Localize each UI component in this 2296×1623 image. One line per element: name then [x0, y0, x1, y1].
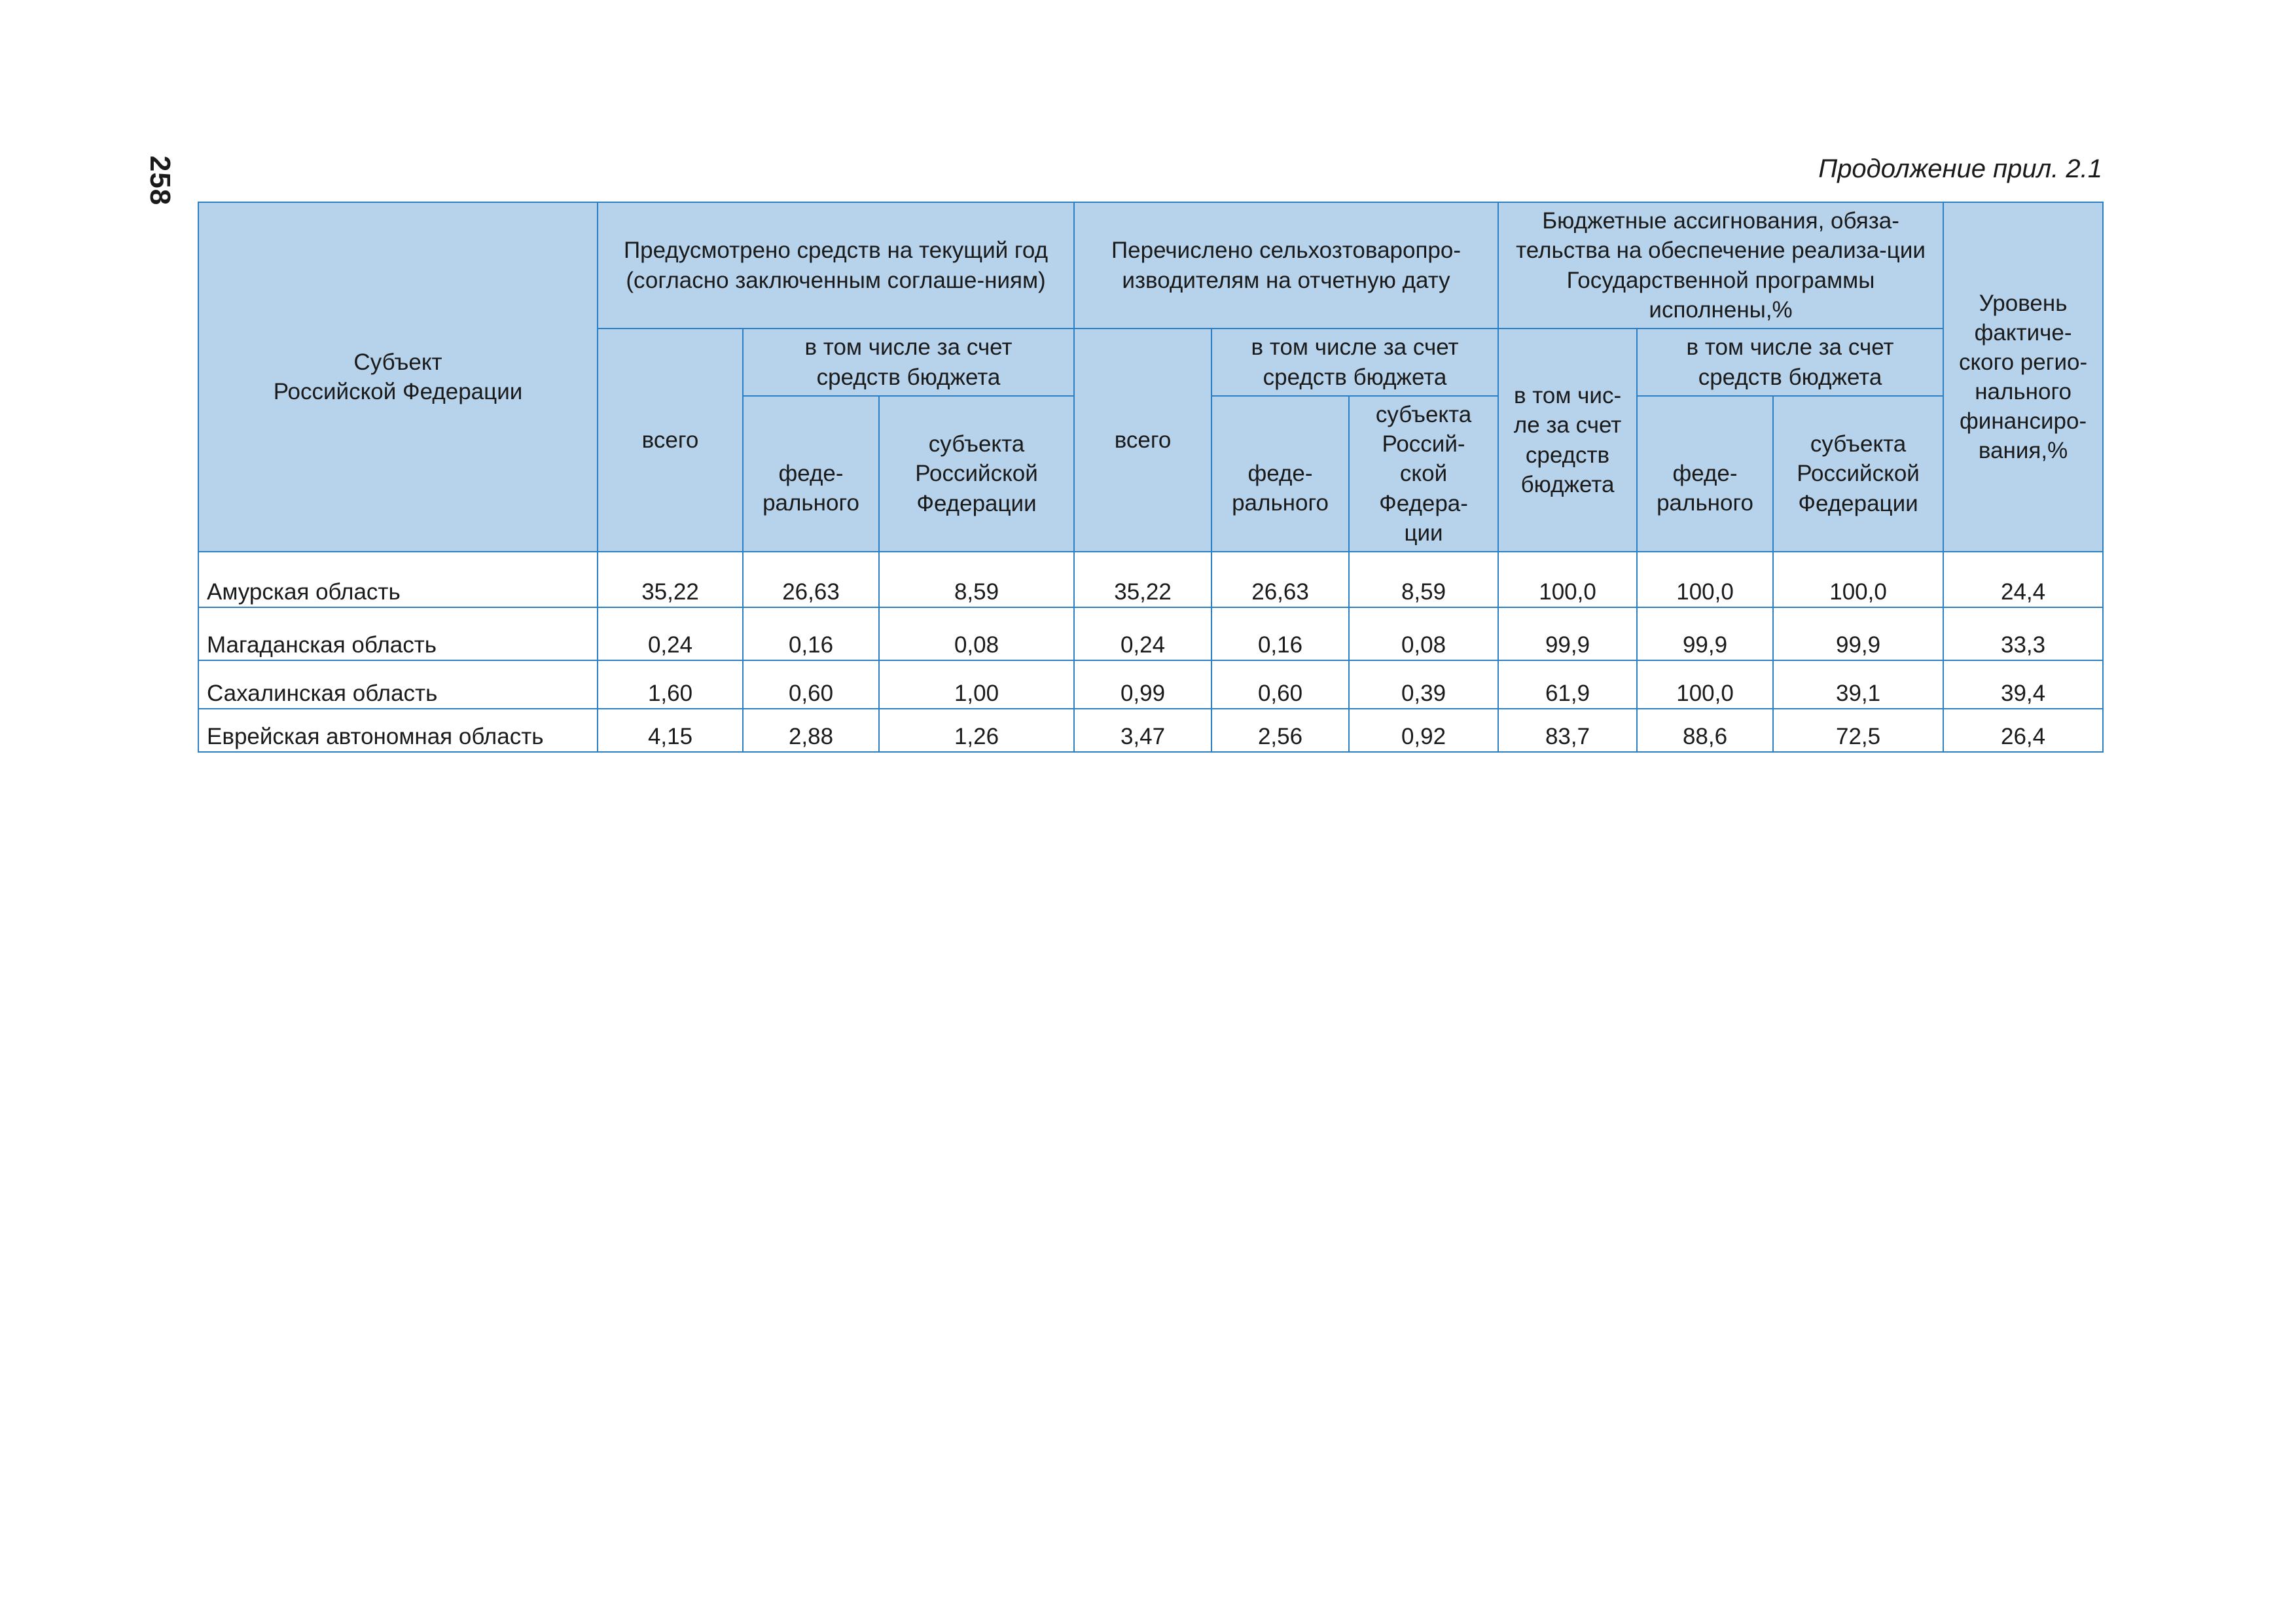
regional-level-value: 39,4	[1943, 660, 2103, 709]
assign-budget-value: 99,9	[1498, 607, 1637, 660]
planned-subject-value: 1,26	[879, 709, 1074, 752]
table-row	[198, 552, 2103, 607]
transferred-federal-value: 0,60	[1211, 660, 1349, 709]
planned-subject-value: 8,59	[879, 552, 1074, 607]
assign-subject-value: 99,9	[1773, 607, 1943, 660]
header-planned-subject: субъекта Российской Федерации	[879, 396, 1074, 552]
assign-budget-value: 61,9	[1498, 660, 1637, 709]
planned-total-value: 4,15	[598, 709, 743, 752]
header-transferred-including: в том числе за счет средств бюджета	[1211, 329, 1498, 396]
assign-subject-value: 72,5	[1773, 709, 1943, 752]
planned-federal-value: 26,63	[743, 552, 879, 607]
planned-subject-value: 0,08	[879, 607, 1074, 660]
assign-federal-value: 100,0	[1637, 552, 1773, 607]
assign-federal-value: 99,9	[1637, 607, 1773, 660]
region-name: Сахалинская область	[198, 660, 598, 709]
assign-budget-value: 83,7	[1498, 709, 1637, 752]
planned-subject-value: 1,00	[879, 660, 1074, 709]
planned-total-value: 1,60	[598, 660, 743, 709]
table-row	[198, 709, 2103, 752]
assign-subject-value: 100,0	[1773, 552, 1943, 607]
header-planned-including: в том числе за счет средств бюджета	[743, 329, 1074, 396]
planned-total-value: 35,22	[598, 552, 743, 607]
planned-federal-value: 0,60	[743, 660, 879, 709]
transferred-total-value: 0,99	[1074, 660, 1211, 709]
transferred-federal-value: 0,16	[1211, 607, 1349, 660]
transferred-federal-value: 2,56	[1211, 709, 1349, 752]
header-subject: Субъект Российской Федерации	[198, 202, 598, 552]
transferred-total-value: 3,47	[1074, 709, 1211, 752]
regional-level-value: 24,4	[1943, 552, 2103, 607]
header-transferred-total: всего	[1074, 329, 1211, 552]
planned-total-value: 0,24	[598, 607, 743, 660]
assign-budget-value: 100,0	[1498, 552, 1637, 607]
header-transferred-group: Перечислено сельхозтоваропро-изводителям на отчетную дату	[1074, 202, 1498, 329]
regional-level-value: 26,4	[1943, 709, 2103, 752]
transferred-subject-value: 0,08	[1349, 607, 1498, 660]
transferred-total-value: 0,24	[1074, 607, 1211, 660]
header-transferred-federal: феде-рального	[1211, 396, 1349, 552]
table-row	[198, 607, 2103, 660]
region-name: Еврейская автономная область	[198, 709, 598, 752]
header-assignments-group: Бюджетные ассигнования, обяза-тельства на обеспечение реализа-ции Государственной программы исполнены,%	[1498, 202, 1943, 329]
header-assign-budget: в том чис-ле за счет средств бюджета	[1498, 329, 1637, 552]
header-regional-level: Уровень фактиче-ского регио-нального финансиро-вания,%	[1943, 202, 2103, 552]
regional-level-value: 33,3	[1943, 607, 2103, 660]
header-assign-subject: субъекта Российской Федерации	[1773, 396, 1943, 552]
header-transferred-subject: субъекта Россий-ской Федера-ции	[1349, 396, 1498, 552]
region-name: Амурская область	[198, 552, 598, 607]
assign-federal-value: 88,6	[1637, 709, 1773, 752]
transferred-subject-value: 8,59	[1349, 552, 1498, 607]
planned-federal-value: 0,16	[743, 607, 879, 660]
table-row	[198, 660, 2103, 709]
header-assign-federal: феде-рального	[1637, 396, 1773, 552]
continuation-label: Продолжение прил. 2.1	[1818, 154, 2102, 183]
header-planned-federal: феде-рального	[743, 396, 879, 552]
page-number: 258	[144, 155, 176, 206]
region-name: Магаданская область	[198, 607, 598, 660]
header-planned-total: всего	[598, 329, 743, 552]
header-planned-group: Предусмотрено средств на текущий год (согласно заключенным соглаше-ниям)	[598, 202, 1074, 329]
transferred-federal-value: 26,63	[1211, 552, 1349, 607]
financing-table	[198, 202, 2104, 753]
transferred-subject-value: 0,39	[1349, 660, 1498, 709]
transferred-subject-value: 0,92	[1349, 709, 1498, 752]
assign-subject-value: 39,1	[1773, 660, 1943, 709]
assign-federal-value: 100,0	[1637, 660, 1773, 709]
transferred-total-value: 35,22	[1074, 552, 1211, 607]
planned-federal-value: 2,88	[743, 709, 879, 752]
header-assign-including: в том числе за счет средств бюджета	[1637, 329, 1943, 396]
